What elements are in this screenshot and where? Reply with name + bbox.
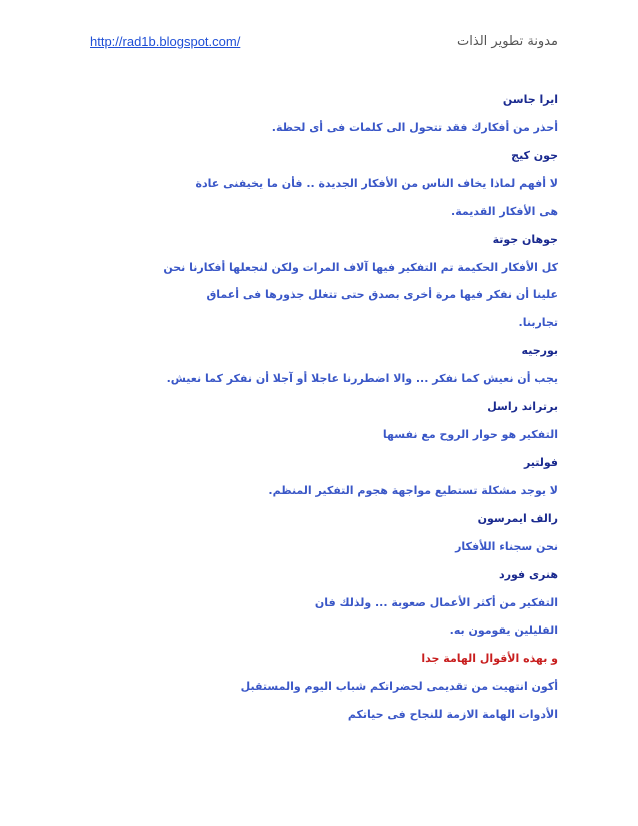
- author-voltaire: فولتير: [523, 456, 558, 469]
- quote-text: علينا أن نفكر فيها مرة أخرى بصدق حتى تتغلل جذورها فى أعماق: [206, 288, 558, 301]
- quote-text: لا يوجد مشكلة تستطيع مواجهة هجوم التفكير المنظم.: [268, 484, 558, 497]
- author-ralph-emerson: رالف ايمرسون: [477, 512, 558, 525]
- author-john-cage: جون كيج: [511, 149, 558, 162]
- quote-text: تجاربنا.: [518, 316, 558, 329]
- page-header: [90, 34, 558, 56]
- author-ira-jason: ايرا جاسن: [502, 93, 558, 106]
- quote-text: هى الأفكار القديمة.: [451, 205, 558, 218]
- author-bertrand-russell: برتراند راسل: [487, 400, 558, 413]
- closing-text: الأدوات الهامة الازمة للنجاح فى حياتكم: [347, 708, 558, 721]
- quote-text: نحن سجناء اللأفكار: [455, 540, 558, 553]
- author-henry-ford: هنرى فورد: [499, 568, 558, 581]
- quote-text: التفكير من أكثر الأعمال صعوبة ... ولذلك فان: [314, 596, 558, 609]
- author-bourget: بورجيه: [521, 344, 558, 357]
- quote-text: القليلين يقومون به.: [449, 624, 558, 637]
- quote-text: أحذر من أفكارك فقد تتحول الى كلمات فى أى لحظة.: [271, 121, 558, 134]
- quote-text: لا أفهم لماذا يخاف الناس من الأفكار الجديدة .. فأن ما يخيفنى عادة: [195, 177, 558, 190]
- quote-text: كل الأفكار الحكيمة تم التفكير فيها آلاف المرات ولكن لنجعلها أفكارنا نحن: [163, 261, 558, 274]
- closing-highlight: و بهذه الأقوال الهامة جدا: [421, 652, 558, 665]
- blog-title: مدونة تطوير الذات: [457, 34, 558, 49]
- quote-text: يجب أن نعيش كما نفكر ... والا اضطررنا عاجلا أو آجلا أن نفكر كما نعيش.: [166, 372, 558, 385]
- quote-text: التفكير هو حوار الروح مع نفسها: [382, 428, 558, 441]
- closing-text: أكون انتهيت من تقديمى لحضراتكم شباب اليوم والمستقبل: [240, 680, 558, 693]
- author-goethe: جوهان جوتة: [492, 233, 558, 246]
- blog-url-link[interactable]: http://rad1b.blogspot.com/: [90, 34, 241, 49]
